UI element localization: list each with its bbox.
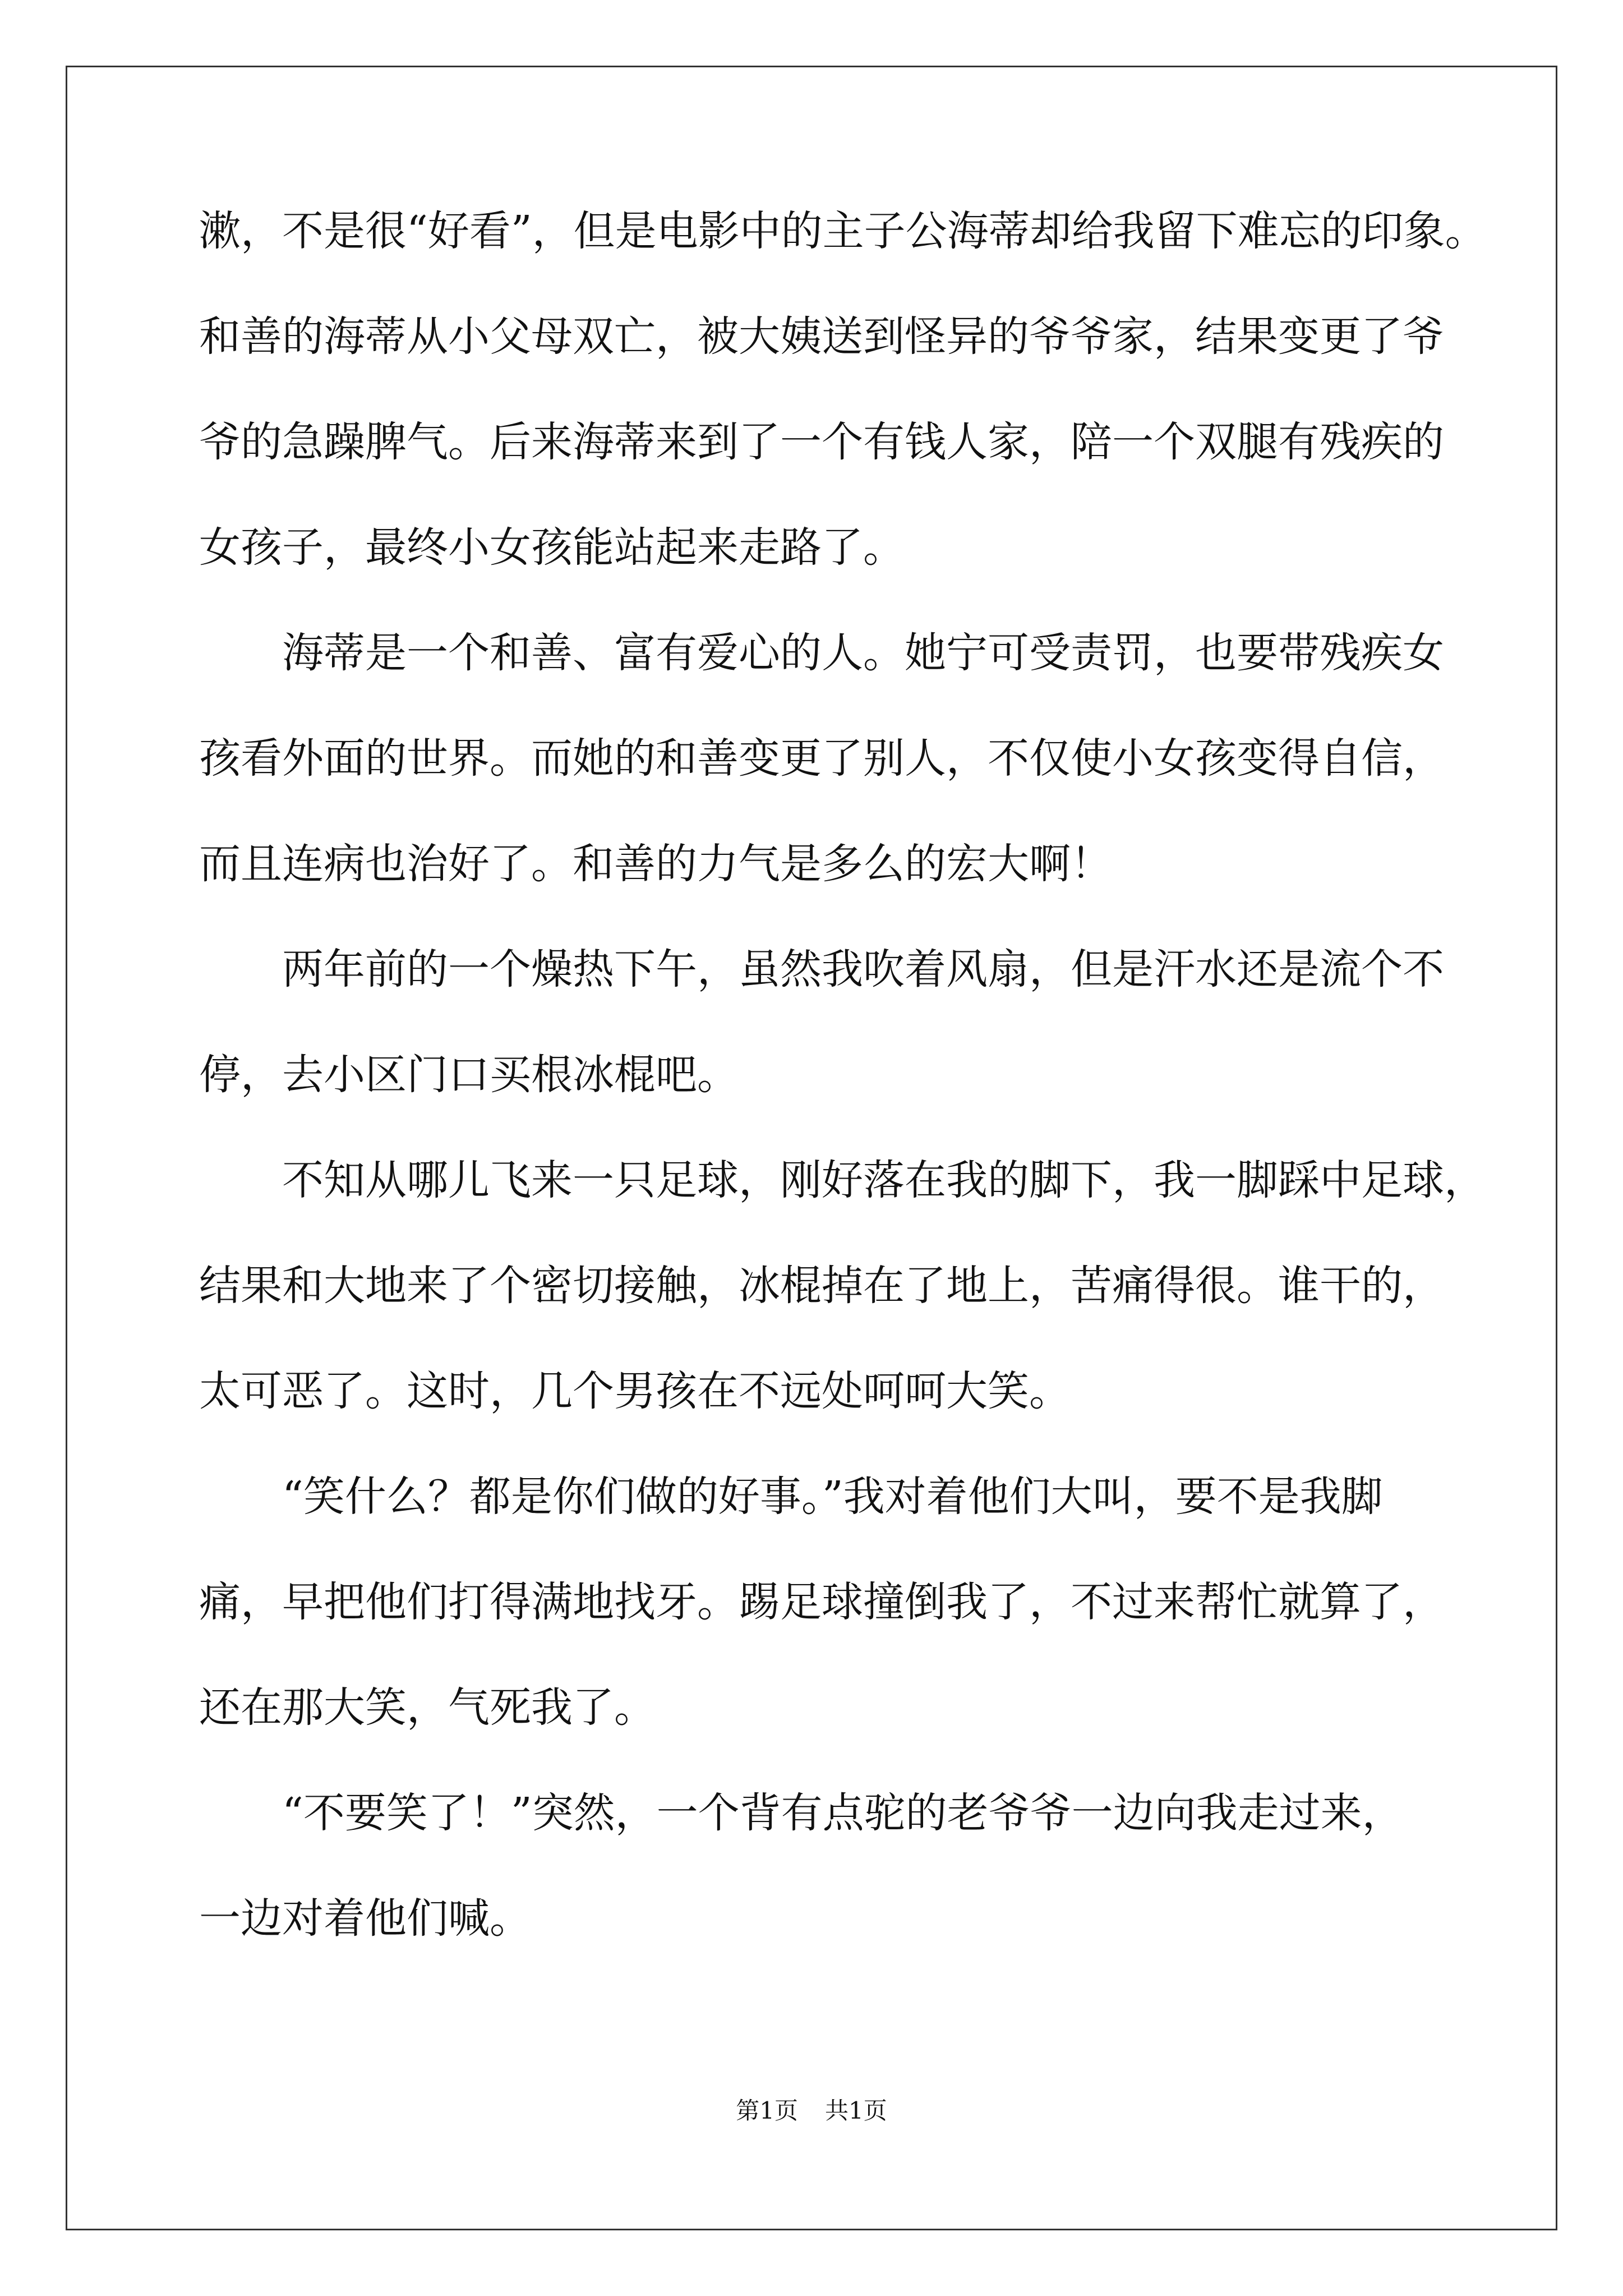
- text-line: 痛，早把他们打得满地找牙。踢足球撞倒我了，不过来帮忙就算了，: [199, 1578, 1444, 1626]
- text-line: 和善的海蒂从小父母双亡，被大姨送到怪异的爷爷家，结果变更了爷: [199, 312, 1444, 361]
- text-line: 不知从哪儿飞来一只足球，刚好落在我的脚下，我一脚踩中足球，: [199, 1156, 1486, 1204]
- page-total: 共1页: [825, 2097, 887, 2124]
- text-line: 漱，不是很“好看”，但是电影中的主子公海蒂却给我留下难忘的印象。: [199, 207, 1487, 255]
- text-line: 爷的急躁脾气。后来海蒂来到了一个有钱人家，陪一个双腿有残疾的: [199, 418, 1444, 466]
- text-line: 太可恶了。这时，几个男孩在不远处呵呵大笑。: [199, 1367, 1071, 1415]
- text-line: 还在那大笑，气死我了。: [199, 1683, 656, 1732]
- text-line: 而且连病也治好了。和善的力气是多么的宏大啊！: [199, 840, 1112, 888]
- text-line: 结果和大地来了个密切接触，冰棍掉在了地上，苦痛得很。谁干的，: [199, 1262, 1444, 1310]
- page-number: 第1页: [736, 2097, 798, 2124]
- text-line: 女孩子，最终小女孩能站起来走路了。: [199, 523, 905, 572]
- text-line: 停，去小区门口买根冰棍吧。: [199, 1051, 739, 1099]
- text-line: 海蒂是一个和善、富有爱心的人。她宁可受责罚，也要带残疾女: [199, 629, 1444, 677]
- text-line: 一边对着他们喊。: [199, 1894, 531, 1943]
- text-line: 孩看外面的世界。而她的和善变更了别人，不仅使小女孩变得自信，: [199, 734, 1444, 783]
- text-line: “不要笑了！”突然，一个背有点驼的老爷爷一边向我走过来，: [199, 1789, 1404, 1837]
- text-line: “笑什么？都是你们做的好事。”我对着他们大叫，要不是我脚: [199, 1473, 1383, 1521]
- text-line: 两年前的一个燥热下午，虽然我吹着风扇，但是汗水还是流个不: [199, 945, 1444, 993]
- page-footer: [0, 2092, 1623, 2126]
